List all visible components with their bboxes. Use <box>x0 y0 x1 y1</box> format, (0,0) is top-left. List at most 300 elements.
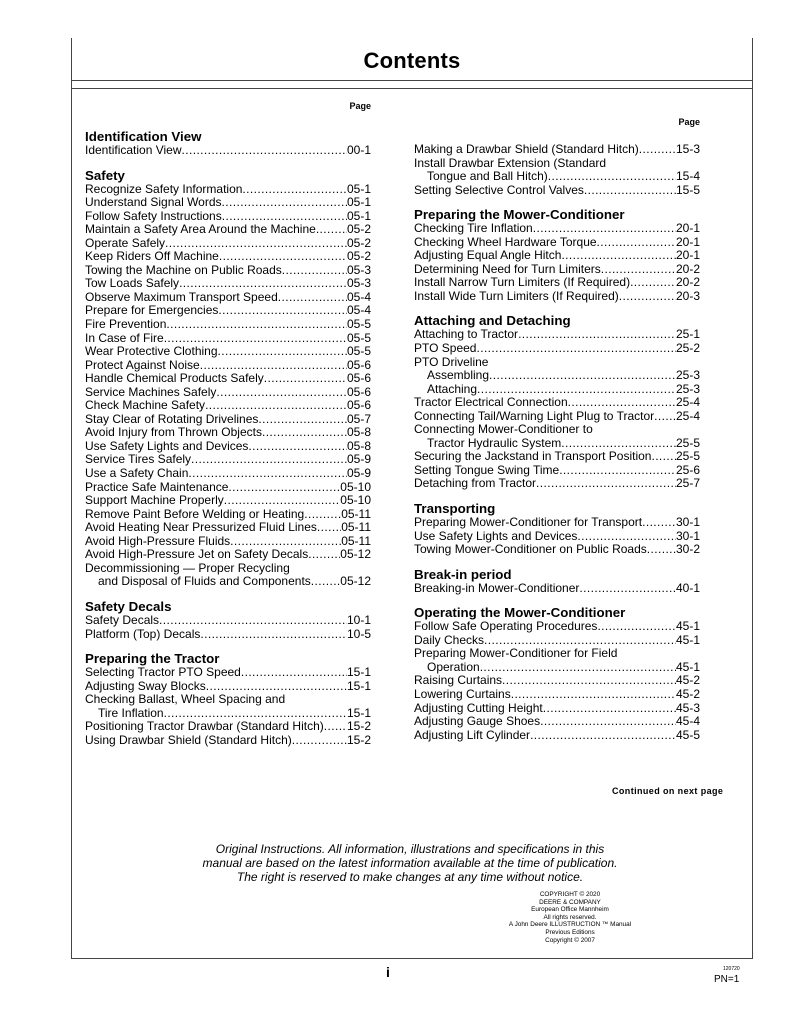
toc-entry <box>85 494 371 508</box>
dot-leader <box>536 477 676 491</box>
toc-entry <box>85 666 371 680</box>
toc-entry <box>85 548 371 562</box>
toc-entry <box>414 634 700 648</box>
left-border-line <box>71 38 72 958</box>
toc-entry-title: and Disposal of Fluids and Components <box>98 574 311 589</box>
copyright-line: A John Deere ILLUSTRUCTION ™ Manual <box>508 921 632 929</box>
toc-entry-title: Use a Safety Chain <box>85 466 189 481</box>
title-rule-bottom <box>71 88 753 89</box>
toc-entry-title: Practice Safe Maintenance <box>85 479 229 494</box>
toc-entry-title: Handle Chemical Products Safely <box>85 371 264 386</box>
toc-entry <box>85 345 371 359</box>
toc-entry-title: Tow Loads Safely <box>85 276 180 291</box>
toc-entry <box>414 437 700 451</box>
toc-entry <box>414 516 700 530</box>
toc-entry <box>414 715 700 729</box>
toc-entry-page: 05-2 <box>346 235 371 250</box>
toc-entry-page: 00-1 <box>346 143 371 157</box>
dot-leader <box>533 222 676 236</box>
toc-entry-page: 20-3 <box>675 288 700 303</box>
toc-entry-page: 25-2 <box>675 341 700 356</box>
toc-entry <box>85 575 371 589</box>
dot-leader <box>222 210 347 224</box>
toc-entry <box>85 291 371 305</box>
dot-leader <box>642 516 676 530</box>
dot-leader <box>182 144 347 158</box>
toc-entry-title: In Case of Fire <box>85 330 164 345</box>
dot-leader <box>206 680 347 694</box>
dot-leader <box>205 399 347 413</box>
toc-entry-title: Adjusting Gauge Shoes <box>414 714 541 729</box>
toc-entry-page: 20-1 <box>675 234 700 249</box>
toc-entry-title: Avoid High-Pressure Fluids <box>85 533 231 548</box>
original-instructions-line: Original Instructions. All information, illustrations and specifications in this <box>215 842 605 856</box>
toc-entry-page: 45-4 <box>675 714 700 729</box>
toc-entry-title: Daily Checks <box>414 632 485 647</box>
toc-entry-title: Positioning Tractor Drawbar (Standard Hitch) <box>85 719 324 734</box>
dot-leader <box>242 183 347 197</box>
toc-entry <box>414 369 700 383</box>
dot-leader <box>619 290 676 304</box>
toc-entry-page: 30-2 <box>675 542 700 557</box>
toc-entry-title: Maintain a Safety Area Around the Machine <box>85 222 316 237</box>
toc-entry-page: 15-1 <box>346 678 371 693</box>
toc-entry-title: Adjusting Cutting Height <box>414 700 543 715</box>
toc-entry-page: 05-10 <box>340 493 371 508</box>
dot-leader <box>188 467 347 481</box>
toc-entry <box>414 464 700 478</box>
section-heading: Attaching and Detaching <box>414 313 571 329</box>
dot-leader <box>258 413 347 427</box>
toc-entry-page: 20-2 <box>675 261 700 276</box>
footer-code: 120720 <box>723 966 740 972</box>
toc-entry <box>414 263 700 277</box>
toc-entry <box>85 183 371 197</box>
dot-leader <box>222 196 347 210</box>
dot-leader <box>577 530 676 544</box>
toc-entry-page: 25-6 <box>675 462 700 477</box>
right-border-line <box>752 38 753 958</box>
original-instructions-line: The right is reserved to make changes at any time without notice. <box>236 870 584 884</box>
title-rule-top <box>71 80 753 81</box>
toc-entry <box>414 582 700 596</box>
toc-entry-page: 05-4 <box>346 289 371 304</box>
toc-entry <box>85 707 371 721</box>
toc-entry-page: 10-5 <box>346 626 371 641</box>
toc-entry-title: Adjusting Equal Angle Hitch <box>414 248 562 263</box>
dot-leader <box>216 386 347 400</box>
toc-entry-title: Use Safety Lights and Devices <box>414 528 578 543</box>
toc-entry <box>414 543 700 557</box>
dot-leader <box>630 276 676 290</box>
copyright-line: Previous Editions <box>545 928 595 936</box>
dot-leader <box>597 236 676 250</box>
toc-entry-title: Platform (Top) Decals <box>85 626 201 641</box>
toc-entry-page: 05-2 <box>346 249 371 264</box>
dot-leader <box>647 543 676 557</box>
toc-entry <box>85 372 371 386</box>
toc-entry-title: Adjusting Sway Blocks <box>85 678 206 693</box>
page-column-label: Page <box>678 117 700 127</box>
toc-entry-title: Avoid High-Pressure Jet on Safety Decals <box>85 547 309 562</box>
toc-entry <box>414 143 700 157</box>
toc-entry-page: 05-3 <box>346 276 371 291</box>
toc-entry-title: Setting Selective Control Valves <box>414 182 584 197</box>
toc-entry-page: 45-3 <box>675 700 700 715</box>
toc-entry <box>85 250 371 264</box>
dot-leader <box>308 548 340 562</box>
toc-entry <box>414 170 700 184</box>
dot-leader <box>317 521 341 535</box>
page-column-label: Page <box>349 101 371 111</box>
toc-entry-title: Stay Clear of Rotating Drivelines <box>85 411 259 426</box>
toc-entry-page: 05-6 <box>346 371 371 386</box>
toc-entry <box>414 620 700 634</box>
toc-entry <box>85 386 371 400</box>
dot-leader <box>264 372 347 386</box>
toc-entry <box>414 661 700 675</box>
dot-leader <box>601 263 676 277</box>
toc-entry-title: Securing the Jackstand in Transport Position <box>414 449 652 464</box>
toc-entry <box>414 477 700 491</box>
toc-entry-title: Support Machine Properly <box>85 493 224 508</box>
toc-entry-page: 45-2 <box>675 686 700 701</box>
toc-entry-title: Selecting Tractor PTO Speed <box>85 665 241 680</box>
dot-leader <box>559 464 676 478</box>
toc-entry-page: 05-6 <box>346 357 371 372</box>
dot-leader <box>248 440 347 454</box>
toc-entry-page: 30-1 <box>675 515 700 530</box>
toc-entry <box>85 535 371 549</box>
dot-leader <box>489 369 676 383</box>
toc-entry <box>85 521 371 535</box>
toc-entry <box>414 328 700 342</box>
dot-leader <box>518 328 676 342</box>
toc-entry <box>85 467 371 481</box>
toc-entry-title: Checking Wheel Hardware Torque <box>414 234 597 249</box>
toc-entry <box>85 508 371 522</box>
toc-entry <box>85 614 371 628</box>
original-instructions-note <box>140 842 680 884</box>
toc-entry <box>414 342 700 356</box>
toc-entry-page: 15-1 <box>346 665 371 680</box>
continued-note: Continued on next page <box>612 786 724 796</box>
toc-entry-page: 05-11 <box>341 533 371 548</box>
dot-leader <box>200 359 347 373</box>
toc-entry-title: Remove Paint Before Welding or Heating <box>85 506 305 521</box>
toc-entry-page: 05-3 <box>346 262 371 277</box>
toc-entry-page: 25-3 <box>675 381 700 396</box>
toc-entry-title: Tire Inflation <box>98 705 164 720</box>
toc-entry <box>414 530 700 544</box>
toc-entry-title: Follow Safety Instructions <box>85 208 222 223</box>
toc-entry-title: Attaching <box>427 381 478 396</box>
toc-entry-title: Install Drawbar Extension (Standard <box>414 155 607 170</box>
dot-leader <box>654 410 676 424</box>
toc-entry-title: Identification View <box>85 143 182 157</box>
toc-entry <box>85 210 371 224</box>
dot-leader <box>292 734 347 748</box>
toc-entry-title: Checking Ballast, Wheel Spacing and <box>85 692 286 707</box>
section-heading: Transporting <box>414 501 496 517</box>
toc-entry <box>414 396 700 410</box>
dot-leader <box>480 661 676 675</box>
toc-entry-page: 45-1 <box>675 659 700 674</box>
dot-leader <box>230 535 341 549</box>
dot-leader <box>543 702 676 716</box>
toc-entry-page: 05-6 <box>346 384 371 399</box>
toc-entry-title: Safety Decals <box>85 612 160 627</box>
dot-leader <box>218 304 347 318</box>
toc-entry <box>85 426 371 440</box>
toc-entry-title: Attaching to Tractor <box>414 327 519 342</box>
pn-label: PN=1 <box>714 974 740 985</box>
toc-right-continuation <box>414 143 700 197</box>
toc-entry-title: Making a Drawbar Shield (Standard Hitch) <box>414 142 639 156</box>
toc-entry-title: Lowering Curtains <box>414 686 511 701</box>
toc-entry <box>414 383 700 397</box>
page-title: Contents <box>363 48 461 73</box>
toc-entry-page: 05-9 <box>346 452 371 467</box>
toc-entry <box>85 720 371 734</box>
toc-entry-page: 25-3 <box>675 368 700 383</box>
toc-entry <box>85 628 371 642</box>
toc-entry-title: Use Safety Lights and Devices <box>85 438 249 453</box>
toc-entry <box>414 729 700 743</box>
footer-rule <box>71 958 753 959</box>
dot-leader <box>241 666 347 680</box>
toc-entry-page: 45-5 <box>675 727 700 742</box>
dot-leader <box>561 249 676 263</box>
toc-entry-page: 05-8 <box>346 425 371 440</box>
copyright-block <box>480 891 660 944</box>
toc-entry-title: Fire Prevention <box>85 317 167 332</box>
toc-entry-page: 05-9 <box>346 466 371 481</box>
dot-leader <box>597 620 676 634</box>
toc-entry-page: 05-6 <box>346 398 371 413</box>
toc-entry-title: Prepare for Emergencies <box>85 303 219 318</box>
toc-entry-page: 20-2 <box>675 275 700 290</box>
dot-leader <box>584 184 676 198</box>
toc-entry-page: 30-1 <box>675 528 700 543</box>
toc-entry <box>414 236 700 250</box>
dot-leader <box>228 481 340 495</box>
toc-entry-title: PTO Driveline <box>414 354 489 369</box>
dot-leader <box>316 223 347 237</box>
toc-entry-page: 05-5 <box>346 330 371 345</box>
toc-entry-page: 05-10 <box>340 479 371 494</box>
toc-entry <box>414 688 700 702</box>
dot-leader <box>561 437 676 451</box>
toc-left-column <box>85 101 371 747</box>
toc-entry-title: Towing the Machine on Public Roads <box>85 262 282 277</box>
toc-entry-title: Adjusting Lift Cylinder <box>414 727 531 742</box>
toc-entry-page: 25-5 <box>675 435 700 450</box>
copyright-line: Copyright © 2007 <box>545 936 595 944</box>
toc-left-sections <box>85 129 371 747</box>
toc-entry-page: 25-4 <box>675 408 700 423</box>
toc-entry-title: Install Wide Turn Limiters (If Required) <box>414 288 619 303</box>
toc-entry-title: Preparing Mower-Conditioner for Field <box>414 646 618 661</box>
dot-leader <box>159 614 347 628</box>
dot-leader <box>639 143 676 157</box>
toc-entry-title: Operate Safely <box>85 235 166 250</box>
dot-leader <box>484 634 676 648</box>
toc-entry-title: Breaking-in Mower-Conditioner <box>414 580 580 595</box>
dot-leader <box>224 494 341 508</box>
dot-leader <box>651 450 676 464</box>
toc-entry <box>414 450 700 464</box>
dot-leader <box>476 342 675 356</box>
toc-entry-page: 05-5 <box>346 317 371 332</box>
toc-entry-title: Tractor Electrical Connection <box>414 395 568 410</box>
section-heading: Identification View <box>85 129 202 144</box>
dot-leader <box>164 707 347 721</box>
dot-leader <box>278 291 347 305</box>
toc-entry-page: 05-8 <box>346 438 371 453</box>
toc-entry-page: 15-2 <box>346 732 371 747</box>
dot-leader <box>502 674 676 688</box>
section-heading: Operating the Mower-Conditioner <box>414 605 626 621</box>
toc-entry-title: PTO Speed <box>414 341 477 356</box>
copyright-line: DEERE & COMPANY <box>539 898 601 906</box>
toc-entry-title: Recognize Safety Information <box>85 181 243 196</box>
toc-entry-page: 05-2 <box>346 222 371 237</box>
dot-leader <box>262 426 347 440</box>
dot-leader <box>179 277 347 291</box>
toc-entry <box>414 184 700 198</box>
toc-entry-page: 15-2 <box>346 719 371 734</box>
toc-entry-page: 25-4 <box>675 395 700 410</box>
toc-entry-page: 05-1 <box>346 195 371 210</box>
toc-entry-page: 45-1 <box>675 632 700 647</box>
section-heading: Safety <box>85 167 125 183</box>
toc-entry-page: 15-3 <box>675 142 700 156</box>
dot-leader <box>304 508 341 522</box>
section-heading: Preparing the Mower-Conditioner <box>414 207 625 223</box>
toc-entry-page: 45-1 <box>675 619 700 634</box>
dot-leader <box>548 170 676 184</box>
dot-leader <box>530 729 676 743</box>
dot-leader <box>164 332 347 346</box>
toc-entry <box>85 223 371 237</box>
toc-entry-title: Connecting Mower-Conditioner to <box>414 422 593 437</box>
section-heading: Safety Decals <box>85 598 172 614</box>
toc-entry <box>414 249 700 263</box>
toc-entry <box>85 734 371 748</box>
toc-entry-title: Using Drawbar Shield (Standard Hitch) <box>85 732 292 747</box>
toc-entry <box>85 680 371 694</box>
toc-entry-title: Connecting Tail/Warning Light Plug to Tractor <box>414 408 655 423</box>
toc-entry-title: Protect Against Noise <box>85 357 200 372</box>
toc-entry-page: 20-1 <box>675 248 700 263</box>
toc-entry-title: Avoid Heating Near Pressurized Fluid Lines <box>85 520 317 535</box>
dot-leader <box>191 453 347 467</box>
dot-leader <box>219 250 347 264</box>
toc-entry-title: Avoid Injury from Thrown Objects <box>85 425 262 440</box>
toc-entry <box>85 144 371 158</box>
toc-entry-title: Tractor Hydraulic System <box>427 435 562 450</box>
toc-entry-page: 15-5 <box>675 182 700 197</box>
page-number: i <box>386 964 390 980</box>
toc-entry <box>85 453 371 467</box>
toc-entry <box>414 674 700 688</box>
toc-entry-title: Determining Need for Turn Limiters <box>414 261 601 276</box>
toc-entry <box>85 481 371 495</box>
toc-entry-title: Keep Riders Off Machine <box>85 249 219 264</box>
dot-leader <box>165 237 347 251</box>
toc-entry-page: 05-5 <box>346 344 371 359</box>
toc-entry-page: 25-1 <box>675 327 700 342</box>
dot-leader <box>218 345 347 359</box>
toc-entry-title: Operation <box>427 659 480 674</box>
copyright-line: European Office Mannheim <box>531 906 609 914</box>
toc-right-column <box>414 117 700 742</box>
toc-entry <box>85 332 371 346</box>
toc-entry <box>85 399 371 413</box>
toc-entry-title: Assembling <box>427 368 490 383</box>
toc-entry-page: 25-7 <box>675 476 700 491</box>
dot-leader <box>311 575 341 589</box>
toc-entry-title: Service Machines Safely <box>85 384 217 399</box>
toc-entry <box>85 440 371 454</box>
dot-leader <box>166 318 347 332</box>
dot-leader <box>579 582 676 596</box>
toc-entry <box>85 318 371 332</box>
toc-entry-title: Install Narrow Turn Limiters (If Required) <box>414 275 631 290</box>
toc-entry-title: Observe Maximum Transport Speed <box>85 289 278 304</box>
toc-entry-title: Wear Protective Clothing <box>85 344 218 359</box>
dot-leader <box>200 628 347 642</box>
toc-entry-page: 45-2 <box>675 673 700 688</box>
dot-leader <box>324 720 347 734</box>
copyright-line: All rights reserved. <box>543 913 597 921</box>
toc-entry-title: Towing Mower-Conditioner on Public Roads <box>414 542 647 557</box>
toc-entry-title: Preparing Mower-Conditioner for Transport <box>414 515 643 530</box>
section-heading: Break-in period <box>414 566 512 582</box>
dot-leader <box>568 396 676 410</box>
copyright-line: COPYRIGHT © 2020 <box>539 891 601 898</box>
toc-entry-title: Raising Curtains <box>414 673 503 688</box>
dot-leader <box>511 688 676 702</box>
original-instructions-line: manual are based on the latest information available at the time of publication. <box>202 856 618 870</box>
section-heading: Preparing the Tractor <box>85 651 220 667</box>
toc-entry-page: 05-1 <box>346 181 371 196</box>
toc-entry <box>414 222 700 236</box>
toc-entry <box>414 276 700 290</box>
dot-leader <box>477 383 676 397</box>
toc-entry <box>414 702 700 716</box>
toc-entry-title: Setting Tongue Swing Time <box>414 462 560 477</box>
toc-entry-title: Follow Safe Operating Procedures <box>414 619 598 634</box>
toc-entry-page: 05-12 <box>340 547 371 562</box>
toc-entry-title: Check Machine Safety <box>85 398 206 413</box>
toc-entry <box>85 264 371 278</box>
toc-right-sections <box>414 207 700 742</box>
toc-entry-page: 05-1 <box>346 208 371 223</box>
toc-entry-page: 05-11 <box>341 506 371 521</box>
dot-leader <box>282 264 347 278</box>
toc-entry <box>414 290 700 304</box>
toc-entry-title: Tongue and Ball Hitch) <box>427 169 548 184</box>
toc-entry-page: 05-11 <box>341 520 371 535</box>
toc-entry-page: 25-5 <box>675 449 700 464</box>
toc-entry-page: 05-12 <box>340 574 371 589</box>
toc-entry <box>85 277 371 291</box>
toc-entry-title: Detaching from Tractor <box>414 476 537 491</box>
toc-entry-page: 15-4 <box>675 169 700 184</box>
toc-entry-page: 10-1 <box>346 612 371 627</box>
